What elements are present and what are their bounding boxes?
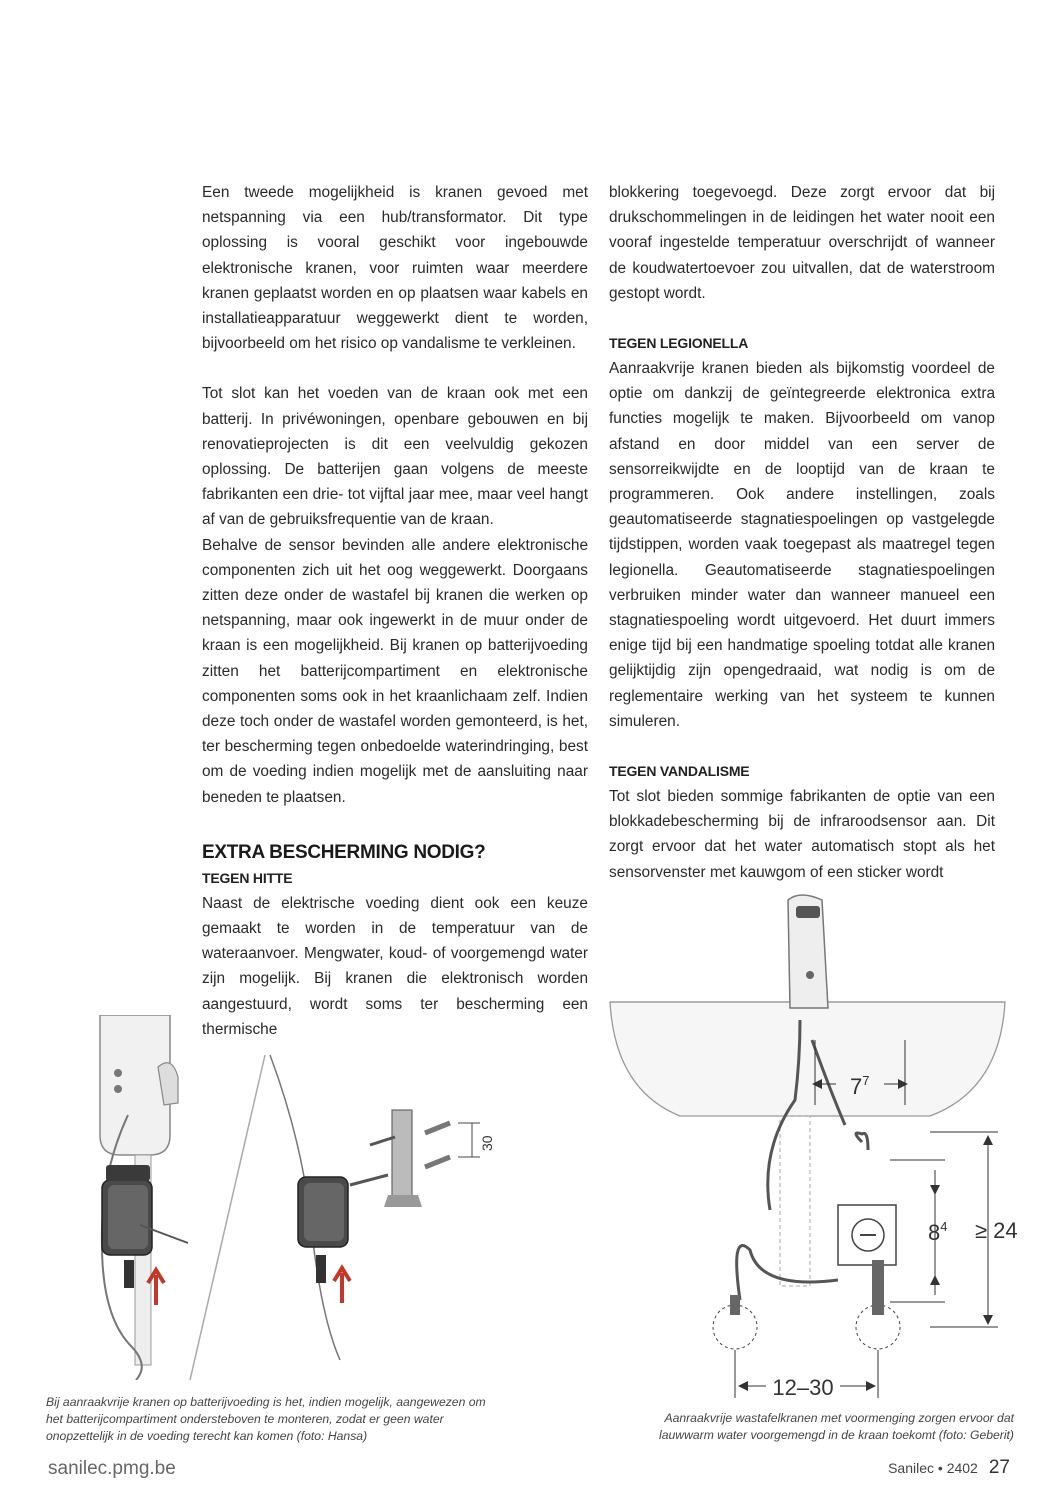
left-figure-caption: Bij aanraakvrije kranen op batterijvoeding is het, indien mogelijk, aangewezen om het batterijcompartiment ondersteboven te monteren, zodat er geen water onopzettelijk in de voeding terecht kan komen (foto: Hansa) bbox=[46, 1395, 486, 1443]
subsection-heading: TEGEN LEGIONELLA bbox=[609, 335, 749, 352]
paragraph: blokkering toegevoegd. Deze zorgt ervoor dat bij drukschommelingen in de leidingen het water nooit een vooraf ingestelde temperatuur overschrijdt of wanneer de koudwatertoevoer zou uitvallen, dat de waterstroom gestopt wordt. bbox=[609, 184, 995, 302]
page-number: 27 bbox=[988, 1457, 1010, 1478]
washbasin-mixer-diagram bbox=[600, 890, 1020, 1405]
dimension-label-bottom: 12–30 bbox=[772, 1375, 834, 1400]
right-figure-caption: Aanraakvrije wastafelkranen met voormenging zorgen ervoor dat lauwwarm water voorgemengd in de kraan toekomt (foto: Geberit) bbox=[659, 1411, 1014, 1442]
right-text-column bbox=[609, 180, 995, 885]
left-text-column bbox=[202, 180, 588, 1042]
dimension-label-mid: $8^4$ bbox=[928, 1219, 948, 1245]
paragraph: Naast de elektrische voeding dient ook een keuze gemaakt te worden in de temperatuur van de wateraanvoer. Mengwater, koud- of voorgemengd water zijn mogelijk. Bij kranen die elektronisch worden aangestuurd, wordt soms ter bescherming een thermische bbox=[202, 894, 588, 1038]
magazine-issue: Sanilec • 2402 bbox=[888, 1460, 978, 1476]
paragraph: Aanraakvrije kranen bieden als bijkomstig voordeel de optie om dankzij de geïntegreerde elektronica extra functies mogelijk te maken. Bijvoorbeeld om vanop afstand en door middel van een server de sensorreikwijdte en de looptijd van de kraan te programmeren. Ook andere instellingen, zoals geautomatiseerde stagnatiespoelingen op vastgelegde tijdstippen, worden vaak toegepast als maatregel tegen legionella. Geautomatiseerde stagnatiespoelingen verbruiken minder water dan wanneer manueel een stagnatiespoeling wordt uitgevoerd. Het duurt immers enige tijd bij een handmatige spoeling totdat alle kranen gelijktijdig zijn opengedraaid, wat nodig is om de reglementaire werking van het systeem te kunnen simuleren. bbox=[609, 360, 995, 730]
paragraph: Behalve de sensor bevinden alle andere elektronische componenten zich uit het oog weggewerkt. Doorgaans zitten deze onder de wastafel bij kranen die werken op netspanning, maar ook ingewerkt in de muur onder de kraan is een mogelijkheid. Bij kranen op batterijvoeding zitten het batterijcompartiment en elektronische componenten soms ook in het kraanlichaam zelf. Indien deze toch onder de wastafel worden gemonteerd, is het, ter bescherming tegen onbedoelde waterindringing, best om de voeding indien mogelijk met de aansluiting naar beneden te plaatsen. bbox=[202, 536, 588, 806]
subsection-heading: TEGEN VANDALISME bbox=[609, 763, 750, 780]
dimension-label-top: $7^7$ bbox=[850, 1073, 870, 1099]
dimension-label: 30 bbox=[479, 1135, 495, 1151]
paragraph: Tot slot kan het voeden van de kraan ook met een batterij. In privéwoningen, openbare gebouwen en bij renovatieprojecten is dit een veelvuldig gekozen oplossing. De batterijen gaan volgens de meeste fabrikanten een drie- tot vijftal jaar mee, maar veel hangt af van de gebruiksfrequentie van de kraan. bbox=[202, 385, 588, 529]
subsection-heading: TEGEN HITTE bbox=[202, 869, 293, 886]
footer-magazine-issue bbox=[888, 1457, 1010, 1479]
paragraph: Een tweede mogelijkheid is kranen gevoed met netspanning via een hub/transformator. Dit type oplossing is vooral geschikt voor ingebouwde elektronische kranen, voor ruimten waar meerdere kranen geplaatst worden en op plaatsen waar kabels en installatieapparatuur weggewerkt dient te worden, bijvoorbeeld om het risico op vandalisme te verkleinen. bbox=[202, 184, 588, 353]
section-heading: EXTRA BESCHERMING NODIG? bbox=[202, 841, 486, 863]
paragraph: Tot slot bieden sommige fabrikanten de optie van een blokkadebescherming bij de infraroodsensor aan. Dit zorgt ervoor dat het water automatisch stopt als het sensorvenster met kauwgom of een sticker wordt bbox=[609, 788, 995, 881]
battery-mounting-illustration bbox=[40, 1015, 510, 1380]
footer-site-url[interactable]: sanilec.pmg.be bbox=[48, 1458, 176, 1479]
dimension-label-right: ≥ 24 bbox=[975, 1218, 1018, 1243]
